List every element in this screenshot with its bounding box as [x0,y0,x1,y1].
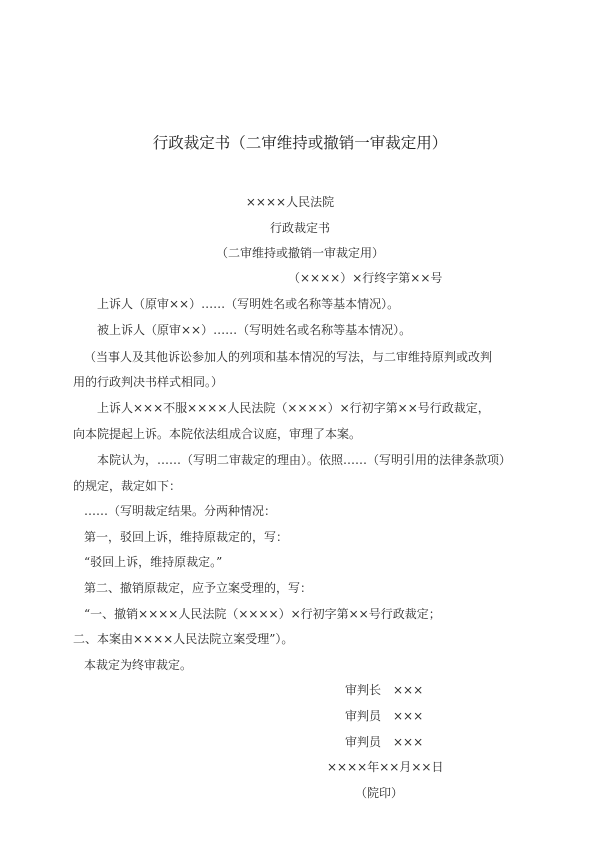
facts-line-2: 向本院提起上诉。本院依法组成合议庭，审理了本案。 [73,427,362,441]
case2-text-1: “一、撤销××××人民法院（××××）×行初字第××号行政裁定； [84,607,441,621]
reason-line-2: 的规定，裁定如下： [73,479,182,493]
final-statement: 本裁定为终审裁定。 [84,658,193,672]
appellee-line: 被上诉人（原审××）……（写明姓名或名称等基本情况）。 [97,323,412,337]
doc-title: 行政裁定书 [269,221,330,235]
appellant-line: 上诉人（原审××）……（写明姓名或名称等基本情况）。 [97,297,400,311]
doc-subtitle: （二审维持或撤销一审裁定用） [215,246,384,260]
case2-text-2: 二、本案由××××人民法院立案受理”）。 [73,632,294,646]
case2-intro: 第二、撤销原裁定，应予立案受理的，写： [84,581,313,595]
presiding-judge: 审判长 ××× [345,683,424,697]
reason-line-1: 本院认为，……（写明二审裁定的理由）。依照……（写明引用的法律条款项） [97,453,512,467]
case1-intro: 第一，驳回上诉，维持原裁定的，写： [84,530,289,544]
judge-1: 审判员 ××× [345,709,424,723]
result-intro: ……（写明裁定结果。分两种情况： [84,504,277,518]
court-name: ××××人民法院 [245,195,335,209]
judge-2: 审判员 ××× [345,735,424,749]
case-number: （××××）×行终字第××号 [288,271,443,285]
note-line-2: 用的行政判决书样式相同。） [73,375,224,389]
main-title: 行政裁定书（二审维持或撤销一审裁定用） [152,134,448,152]
judgment-date: ××××年××月××日 [327,760,444,774]
case1-text: “驳回上诉，维持原裁定。” [84,555,223,569]
note-line-1: （当事人及其他诉讼参加人的列项和基本情况的写法，与二审维持原判或改判 [84,350,493,364]
court-seal: （院印） [355,786,404,800]
facts-line-1: 上诉人×××不服××××人民法院（××××）×行初字第××号行政裁定， [97,401,490,415]
